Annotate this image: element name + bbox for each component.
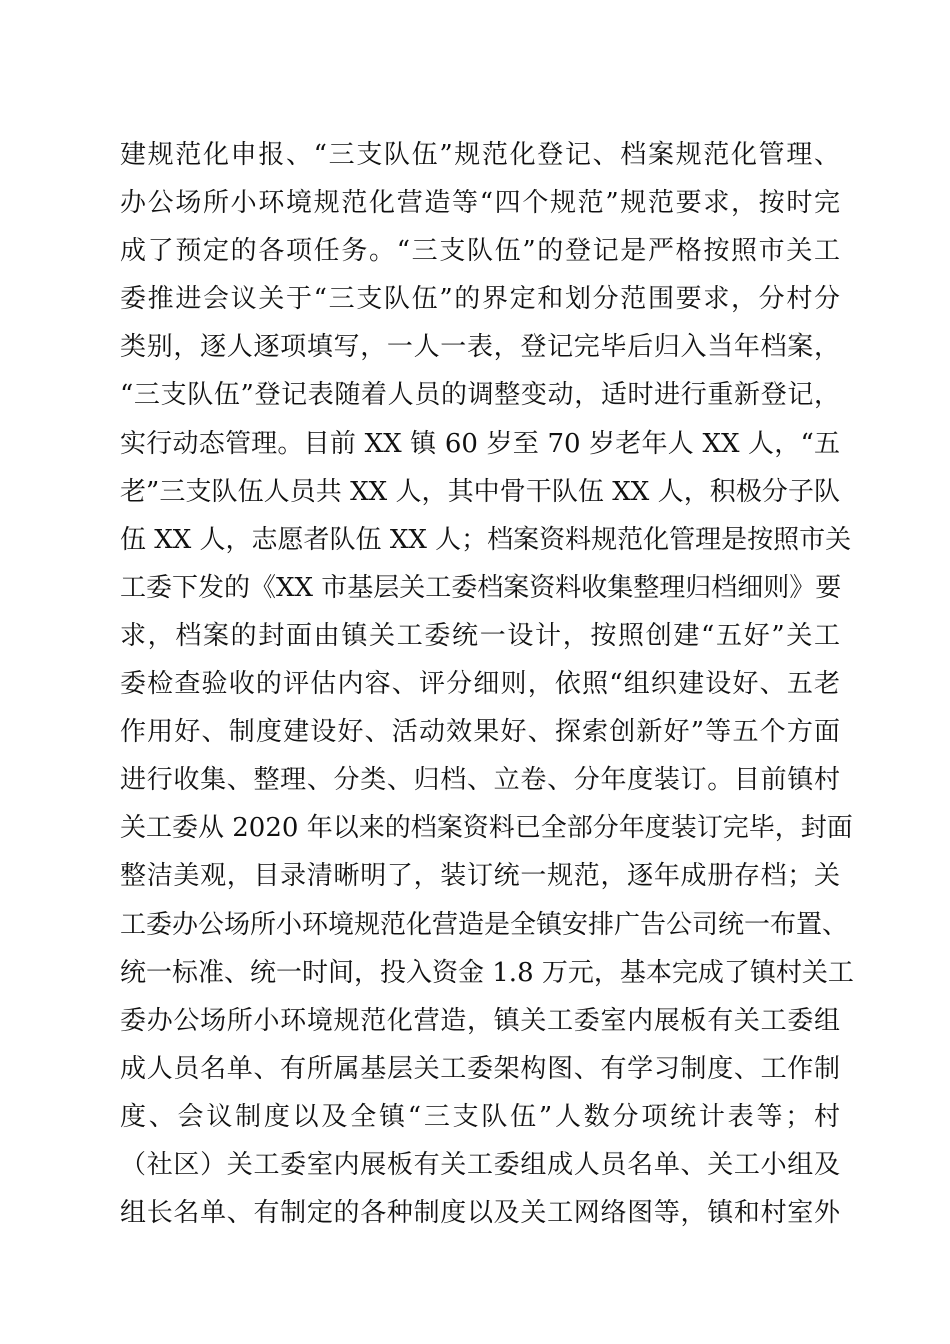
text-line: 组长名单、有制定的各种制度以及关工网络图等，镇和村室外 <box>120 1198 840 1229</box>
text-line: “三支队伍”登记表随着人员的调整变动，适时进行重新登记， <box>120 380 840 411</box>
text-line: 成了预定的各项任务。“三支队伍”的登记是严格按照市关工 <box>120 236 840 267</box>
text-line: 办公场所小环境规范化营造等“四个规范”规范要求，按时完 <box>120 188 840 219</box>
text-line: 类别，逐人逐项填写，一人一表，登记完毕后归入当年档案， <box>120 332 840 363</box>
text-line: 实行动态管理。目前 XX 镇 60 岁至 70 岁老年人 XX 人，“五 <box>120 428 840 459</box>
text-line: （社区）关工委室内展板有关工委组成人员名单、关工小组及 <box>120 1149 840 1180</box>
text-line: 委办公场所小环境规范化营造，镇关工委室内展板有关工委组 <box>120 1005 840 1036</box>
body-paragraph <box>120 131 854 1237</box>
text-line: 伍 XX 人，志愿者队伍 XX 人；档案资料规范化管理是按照市关 <box>120 524 852 555</box>
text-line: 整洁美观，目录清晰明了，装订统一规范，逐年成册存档；关 <box>120 861 840 892</box>
text-line: 工委办公场所小环境规范化营造是全镇安排广告公司统一布置、 <box>120 909 849 940</box>
text-line: 统一标准、统一时间，投入资金 1.8 万元，基本完成了镇村关工 <box>120 957 854 988</box>
text-line: 进行收集、整理、分类、归档、立卷、分年度装订。目前镇村 <box>120 765 840 796</box>
text-line: 委推进会议关于“三支队伍”的界定和划分范围要求，分村分 <box>120 284 840 315</box>
text-line: 度、会议制度以及全镇“三支队伍”人数分项统计表等；村 <box>120 1101 840 1132</box>
text-line: 老”三支队伍人员共 XX 人，其中骨干队伍 XX 人，积极分子队 <box>120 476 840 507</box>
text-line: 关工委从 2020 年以来的档案资料已全部分年度装订完毕，封面 <box>120 813 853 844</box>
text-line: 建规范化申报、“三支队伍”规范化登记、档案规范化管理、 <box>120 140 840 170</box>
text-line: 工委下发的《XX 市基层关工委档案资料收集整理归档细则》要 <box>120 572 842 603</box>
text-line: 作用好、制度建设好、活动效果好、探索创新好”等五个方面 <box>120 717 840 748</box>
text-line: 成人员名单、有所属基层关工委架构图、有学习制度、工作制 <box>120 1053 840 1084</box>
text-line: 求，档案的封面由镇关工委统一设计，按照创建“五好”关工 <box>120 620 840 651</box>
text-line: 委检查验收的评估内容、评分细则，依照“组织建设好、五老 <box>120 669 840 700</box>
